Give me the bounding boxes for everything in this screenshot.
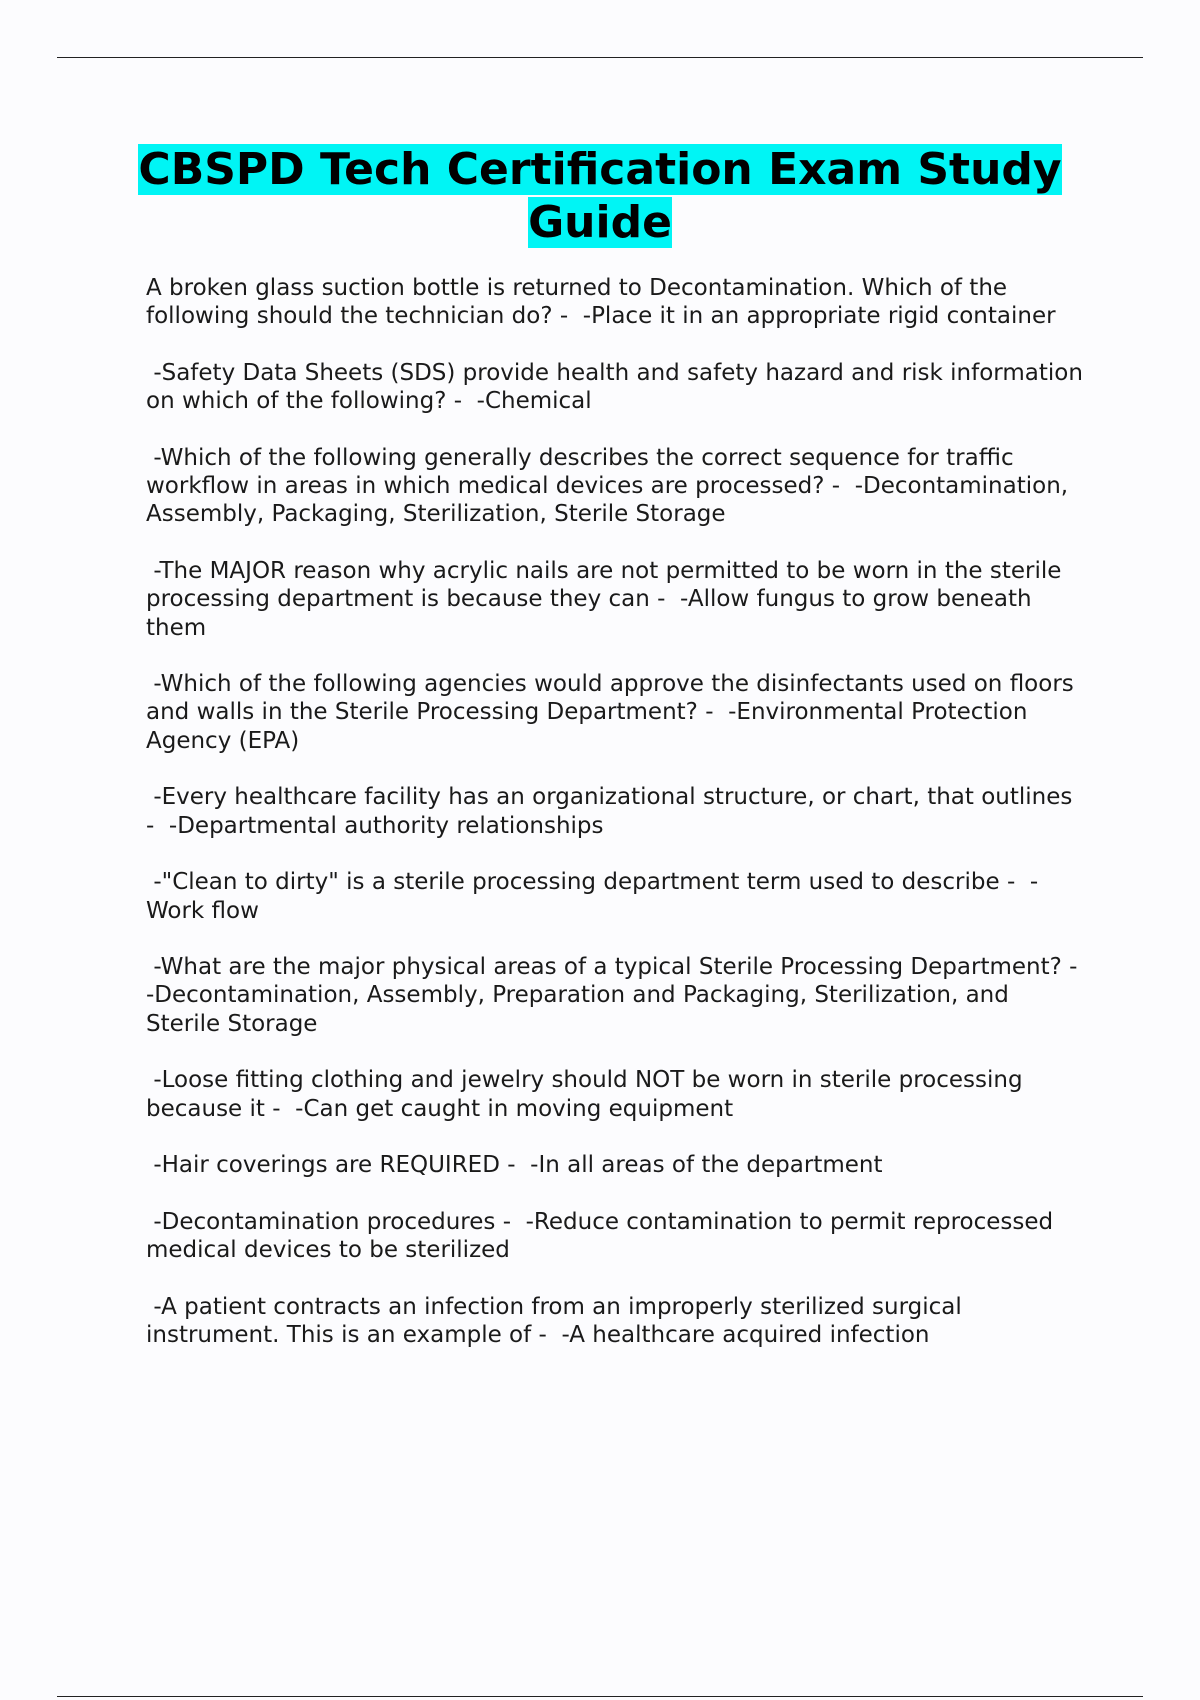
qa-item: A broken glass suction bottle is returned to Decontamination. Which of the following should the technician do? - -Place it in an appropriate rigid container [146,275,1056,330]
title-block [100,143,1100,249]
qa-item: -What are the major physical areas of a typical Sterile Processing Department? - -Decontamination, Assembly, Preparation and Packaging, Sterilization, and Sterile Storage [146,954,1093,1037]
qa-item: -"Clean to dirty" is a sterile processing department term used to describe - -Work flow [146,869,1039,924]
qa-item: -Which of the following generally describes the correct sequence for traffic workflow in areas in which medical devices are processed? - -Decontamination, Assembly, Packaging, Sterilization, Sterile Storage [146,444,1076,528]
qa-item: -Safety Data Sheets (SDS) provide health and safety hazard and risk information on which of the following? - -Chemical [146,359,1091,415]
qa-item: -Every healthcare facility has an organizational structure, or chart, that outlines - -Departmental authority relationships [146,784,1080,839]
qa-item: -Decontamination procedures - -Reduce contamination to permit reprocessed medical devices to be sterilized [146,1208,1061,1264]
top-rule [57,57,1143,58]
qa-item: -A patient contracts an infection from an improperly sterilized surgical instrument. This is an example of - -A healthcare acquired infection [146,1293,970,1348]
qa-item: -Loose fitting clothing and jewelry should NOT be worn in sterile processing because it - -Can get caught in moving equipment [146,1067,1030,1122]
bottom-rule [57,1696,1143,1697]
page-title: CBSPD Tech Certification Exam Study Guide [138,144,1062,248]
qa-item: -Which of the following agencies would approve the disinfectants used on floors and walls in the Sterile Processing Department? - -Environmental Protection Agency (EPA) [146,671,1082,754]
qa-item: -The MAJOR reason why acrylic nails are not permitted to be worn in the sterile processing department is because they can - -Allow fungus to grow beneath them [146,557,1069,641]
qa-list [146,274,1093,1378]
qa-item: -Hair coverings are REQUIRED - -In all areas of the department [146,1152,883,1179]
